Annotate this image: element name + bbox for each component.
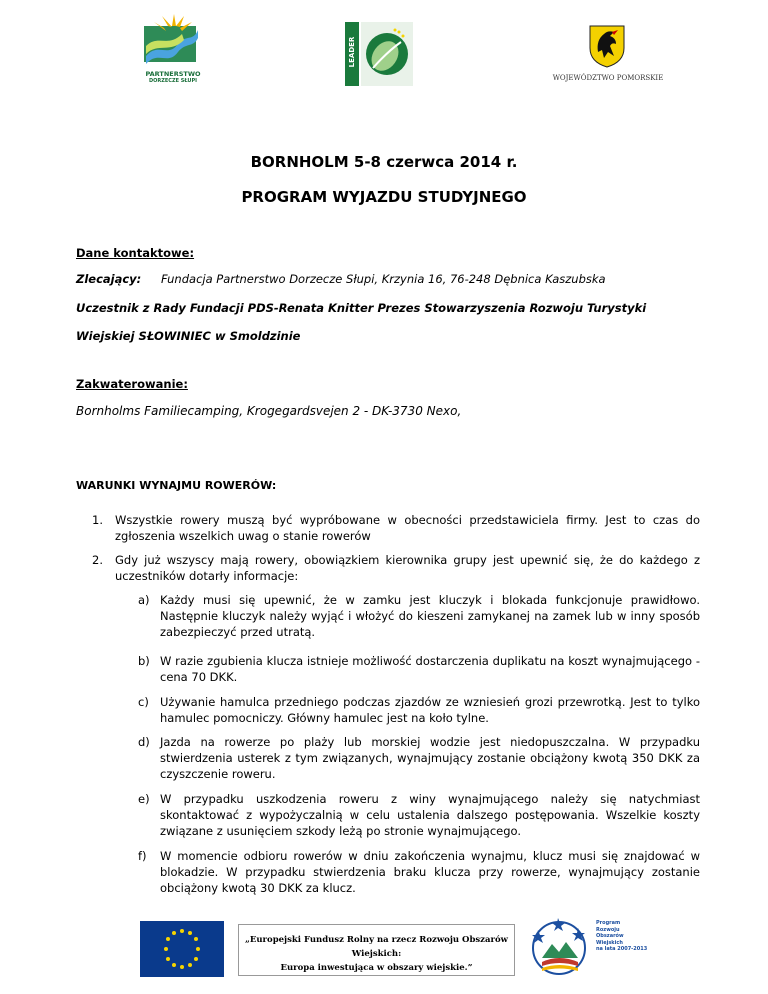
partnerstwo-logo-icon <box>138 12 208 72</box>
doc-title-line1: BORNHOLM 5-8 czerwca 2014 r. <box>250 153 518 171</box>
doc-title-line2: PROGRAM WYJAZDU STUDYJNEGO <box>241 188 527 206</box>
client-row <box>76 272 716 286</box>
prow-text-line5: na lata 2007-2013 <box>596 946 648 952</box>
prow-text-line3: Obszarów <box>596 933 624 939</box>
eafrd-motto-line2: Europa inwestująca w obszary wiejskie.” <box>280 963 473 973</box>
list-item-number: 2. <box>92 553 103 567</box>
logo-pds-line1: PARTNERSTWO <box>145 70 201 78</box>
prow-logo <box>528 914 648 984</box>
client-value: Fundacja Partnerstwo Dorzecze Słupi, Krzynia 16, 76-248 Dębnica Kaszubska <box>161 272 606 286</box>
eu-stars-icon <box>140 921 224 977</box>
sub-item-text: Każdy musi się upewnić, że w zamku jest kluczyk i blokada funkcjonuje prawidłowo. Następnie kluczyk należy wyjąć i włożyć do kieszeni zamykanej na zamek lub w inny sposób zabezpieczyć przed utratą. <box>160 593 700 639</box>
sub-item-letter: e) <box>138 792 150 806</box>
participant-line2: Wiejskiej SŁOWINIEC w Smoldzinie <box>76 329 301 343</box>
participant-line1: Uczestnik z Rady Fundacji PDS-Renata Knitter Prezes Stowarzyszenia Rozwoju Turystyki <box>76 301 647 315</box>
logo-leader <box>345 22 413 86</box>
prow-text-line4: Wiejskich <box>596 939 623 946</box>
sub-item-letter: d) <box>138 735 150 749</box>
sub-item-text: Używanie hamulca przedniego podczas zjazdów ze wzniesień grozi przewrotką. Jest to tylko hamulec pomocniczy. Główny hamulec jest na koło tylne. <box>160 695 700 725</box>
logo-partnerstwo <box>138 12 208 90</box>
accommodation-value: Bornholms Familiecamping, Krogegardsvejen 2 - DK-3730 Nexo, <box>76 404 462 418</box>
sub-item-text: W razie zgubienia klucza istnieje możliwość dostarczenia duplikatu na koszt wynajmującego - cena 70 DKK. <box>160 654 700 684</box>
logo-pomorskie <box>548 22 668 86</box>
list-item-text: Wszystkie rowery muszą być wypróbowane w obecności przedstawiciela firmy. Jest to czas do zgłoszenia wszelkich uwag o stanie rowerów <box>115 513 700 543</box>
pomorskie-griffin-icon <box>586 22 628 68</box>
sub-item-text: W momencie odbioru rowerów w dniu zakończenia wynajmu, klucz musi się znajdować w blokadzie. W przypadku stwierdzenia braku klucza przy rowerze, wynajmujący zostanie obciążony kwotą 30 DKK za klucz. <box>160 849 700 895</box>
list-item-text: Gdy już wszyscy mają rowery, obowiązkiem kierownika grupy jest upewnić się, że do każdego z uczestników dotarły informacje: <box>115 553 700 583</box>
prow-text-line1: Program <box>596 920 621 926</box>
logo-pomorskie-text: WOJEWÓDZTWO POMORSKIE <box>552 74 664 82</box>
prow-text-line2: Rozwoju <box>596 926 620 933</box>
prow-text <box>596 920 648 953</box>
sub-item-text: Jazda na rowerze po plaży lub morskiej wodzie jest niedopuszczalna. W przypadku stwierdzenia usterek z tym związanych, wynajmujący zostanie obciążony kwotą 350 DKK za czyszczenie roweru. <box>160 735 700 781</box>
eafrd-motto-box <box>238 924 515 976</box>
sub-item-text: W przypadku uszkodzenia roweru z winy wynajmującego należy się natychmiast skontaktować z wypożyczalnią w celu ustalenia dalszego postępowania. Wszelkie koszty związane z usunięciem szkody leżą po stronie wynajmującego. <box>160 792 700 838</box>
sub-item-letter: a) <box>138 593 150 607</box>
sub-item-letter: c) <box>138 695 149 709</box>
eafrd-motto-line1: „Europejski Fundusz Rolny na rzecz Rozwoju Obszarów Wiejskich: <box>245 935 508 959</box>
sub-item-letter: f) <box>138 849 147 863</box>
client-label: Zlecający: <box>76 272 142 286</box>
logo-leader-text: LEADER <box>348 36 356 68</box>
contact-heading: Dane kontaktowe: <box>76 246 195 260</box>
sub-item-letter: b) <box>138 654 150 668</box>
accommodation-heading: Zakwaterowanie: <box>76 377 188 391</box>
rental-heading: WARUNKI WYNAJMU ROWERÓW: <box>76 479 277 492</box>
logo-pds-line2: DORZECZE SŁUPI <box>149 78 197 84</box>
eu-flag <box>140 921 224 977</box>
list-item-number: 1. <box>92 513 103 527</box>
prow-logo-icon <box>528 914 590 980</box>
